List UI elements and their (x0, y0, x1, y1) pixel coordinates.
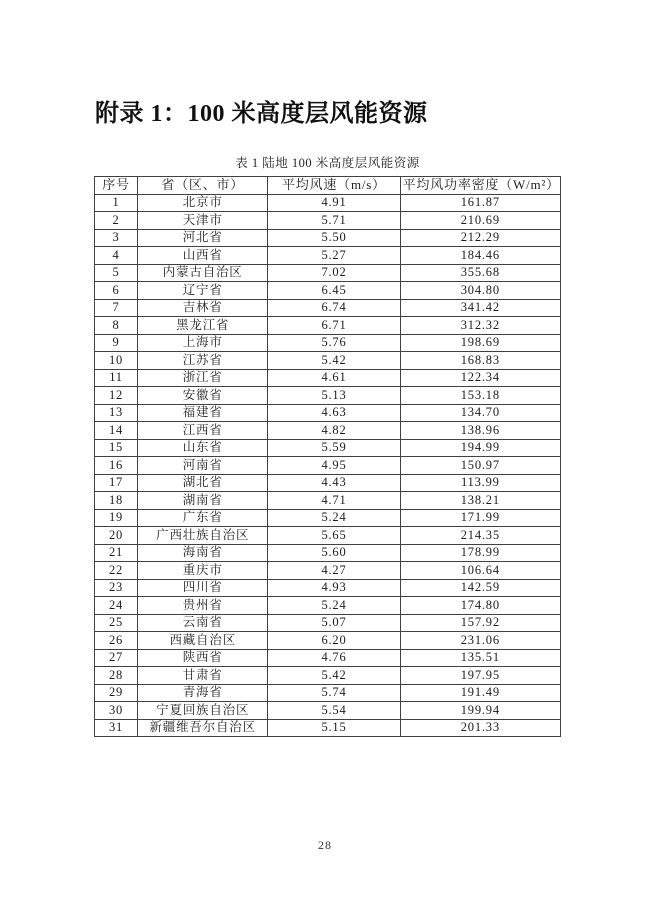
cell-power-density: 231.06 (400, 632, 560, 650)
cell-index: 29 (95, 684, 138, 702)
cell-wind-speed: 5.65 (268, 527, 400, 545)
table-row (95, 579, 561, 597)
cell-power-density: 210.69 (400, 212, 560, 230)
table-caption: 表 1 陆地 100 米高度层风能资源 (235, 156, 420, 170)
cell-power-density: 142.59 (400, 579, 560, 597)
cell-wind-speed: 4.61 (268, 369, 400, 387)
cell-province: 四川省 (138, 579, 268, 597)
cell-index: 19 (95, 509, 138, 527)
cell-province: 湖北省 (138, 474, 268, 492)
cell-province: 青海省 (138, 684, 268, 702)
cell-wind-speed: 5.60 (268, 544, 400, 562)
cell-index: 21 (95, 544, 138, 562)
cell-wind-speed: 5.27 (268, 247, 400, 265)
cell-wind-speed: 5.24 (268, 509, 400, 527)
cell-wind-speed: 6.45 (268, 282, 400, 300)
cell-power-density: 355.68 (400, 264, 560, 282)
cell-power-density: 194.99 (400, 439, 560, 457)
table-row (95, 649, 561, 667)
table-row (95, 387, 561, 405)
cell-province: 江苏省 (138, 352, 268, 370)
cell-power-density: 113.99 (400, 474, 560, 492)
cell-index: 1 (95, 194, 138, 212)
cell-province: 吉林省 (138, 299, 268, 317)
table-row (95, 299, 561, 317)
cell-power-density: 138.21 (400, 492, 560, 510)
table-row (95, 527, 561, 545)
cell-power-density: 212.29 (400, 229, 560, 247)
header-province: 省（区、市） (138, 177, 268, 195)
cell-wind-speed: 5.15 (268, 719, 400, 737)
cell-wind-speed: 4.71 (268, 492, 400, 510)
cell-wind-speed: 5.13 (268, 387, 400, 405)
cell-index: 31 (95, 719, 138, 737)
cell-province: 江西省 (138, 422, 268, 440)
cell-index: 26 (95, 632, 138, 650)
cell-power-density: 191.49 (400, 684, 560, 702)
cell-province: 辽宁省 (138, 282, 268, 300)
cell-wind-speed: 4.27 (268, 562, 400, 580)
cell-province: 新疆维吾尔自治区 (138, 719, 268, 737)
cell-index: 24 (95, 597, 138, 615)
cell-index: 28 (95, 667, 138, 685)
table-row (95, 212, 561, 230)
table-row (95, 439, 561, 457)
cell-province: 贵州省 (138, 597, 268, 615)
cell-wind-speed: 5.07 (268, 614, 400, 632)
cell-power-density: 184.46 (400, 247, 560, 265)
table-row (95, 282, 561, 300)
cell-province: 河北省 (138, 229, 268, 247)
cell-power-density: 178.99 (400, 544, 560, 562)
cell-province: 海南省 (138, 544, 268, 562)
cell-index: 20 (95, 527, 138, 545)
cell-province: 云南省 (138, 614, 268, 632)
cell-province: 甘肃省 (138, 667, 268, 685)
table-row (95, 457, 561, 475)
header-index: 序号 (95, 177, 138, 195)
cell-wind-speed: 6.20 (268, 632, 400, 650)
cell-wind-speed: 4.43 (268, 474, 400, 492)
cell-wind-speed: 5.74 (268, 684, 400, 702)
cell-power-density: 168.83 (400, 352, 560, 370)
cell-index: 17 (95, 474, 138, 492)
table-row (95, 194, 561, 212)
page-number: 28 (318, 838, 332, 852)
table-row (95, 492, 561, 510)
cell-power-density: 150.97 (400, 457, 560, 475)
cell-province: 广西壮族自治区 (138, 527, 268, 545)
table-row (95, 632, 561, 650)
cell-power-density: 161.87 (400, 194, 560, 212)
cell-power-density: 157.92 (400, 614, 560, 632)
cell-wind-speed: 4.93 (268, 579, 400, 597)
cell-province: 重庆市 (138, 562, 268, 580)
cell-index: 22 (95, 562, 138, 580)
table-row (95, 614, 561, 632)
table-row (95, 369, 561, 387)
table-row (95, 334, 561, 352)
cell-wind-speed: 7.02 (268, 264, 400, 282)
cell-province: 河南省 (138, 457, 268, 475)
cell-wind-speed: 5.71 (268, 212, 400, 230)
cell-province: 天津市 (138, 212, 268, 230)
cell-wind-speed: 5.42 (268, 667, 400, 685)
table-row (95, 544, 561, 562)
table-row (95, 317, 561, 335)
cell-power-density: 122.34 (400, 369, 560, 387)
cell-province: 广东省 (138, 509, 268, 527)
cell-wind-speed: 5.54 (268, 702, 400, 720)
cell-province: 内蒙古自治区 (138, 264, 268, 282)
table-row (95, 404, 561, 422)
cell-wind-speed: 4.95 (268, 457, 400, 475)
cell-wind-speed: 5.59 (268, 439, 400, 457)
cell-power-density: 153.18 (400, 387, 560, 405)
cell-power-density: 135.51 (400, 649, 560, 667)
cell-wind-speed: 5.76 (268, 334, 400, 352)
cell-province: 安徽省 (138, 387, 268, 405)
cell-province: 湖南省 (138, 492, 268, 510)
table-row (95, 474, 561, 492)
cell-wind-speed: 4.91 (268, 194, 400, 212)
cell-power-density: 312.32 (400, 317, 560, 335)
cell-index: 2 (95, 212, 138, 230)
table-section (94, 153, 561, 737)
header-power-density: 平均风功率密度（W/m²） (400, 177, 560, 195)
cell-index: 16 (95, 457, 138, 475)
cell-index: 27 (95, 649, 138, 667)
cell-power-density: 197.95 (400, 667, 560, 685)
cell-power-density: 138.96 (400, 422, 560, 440)
cell-province: 黑龙江省 (138, 317, 268, 335)
cell-province: 浙江省 (138, 369, 268, 387)
cell-index: 11 (95, 369, 138, 387)
table-row (95, 264, 561, 282)
table-row (95, 562, 561, 580)
cell-province: 北京市 (138, 194, 268, 212)
cell-wind-speed: 4.82 (268, 422, 400, 440)
cell-index: 30 (95, 702, 138, 720)
table-row (95, 422, 561, 440)
cell-power-density: 171.99 (400, 509, 560, 527)
table-row (95, 702, 561, 720)
cell-wind-speed: 5.50 (268, 229, 400, 247)
table-row (95, 719, 561, 737)
cell-province: 山东省 (138, 439, 268, 457)
cell-wind-speed: 5.24 (268, 597, 400, 615)
cell-index: 25 (95, 614, 138, 632)
cell-power-density: 134.70 (400, 404, 560, 422)
header-wind-speed: 平均风速（m/s） (268, 177, 400, 195)
cell-index: 3 (95, 229, 138, 247)
cell-index: 14 (95, 422, 138, 440)
cell-index: 5 (95, 264, 138, 282)
wind-resource-table (94, 176, 561, 737)
cell-power-density: 214.35 (400, 527, 560, 545)
cell-power-density: 201.33 (400, 719, 560, 737)
cell-power-density: 198.69 (400, 334, 560, 352)
cell-wind-speed: 4.76 (268, 649, 400, 667)
cell-power-density: 199.94 (400, 702, 560, 720)
cell-province: 宁夏回族自治区 (138, 702, 268, 720)
cell-wind-speed: 6.71 (268, 317, 400, 335)
cell-wind-speed: 6.74 (268, 299, 400, 317)
table-row (95, 597, 561, 615)
cell-wind-speed: 5.42 (268, 352, 400, 370)
cell-index: 23 (95, 579, 138, 597)
cell-wind-speed: 4.63 (268, 404, 400, 422)
table-row (95, 667, 561, 685)
cell-index: 9 (95, 334, 138, 352)
cell-province: 上海市 (138, 334, 268, 352)
page-title: 附录 1：100 米高度层风能资源 (95, 101, 428, 127)
cell-index: 4 (95, 247, 138, 265)
cell-province: 西藏自治区 (138, 632, 268, 650)
cell-index: 6 (95, 282, 138, 300)
cell-power-density: 106.64 (400, 562, 560, 580)
cell-index: 12 (95, 387, 138, 405)
table-row (95, 684, 561, 702)
cell-index: 10 (95, 352, 138, 370)
cell-power-density: 341.42 (400, 299, 560, 317)
cell-power-density: 304.80 (400, 282, 560, 300)
cell-province: 山西省 (138, 247, 268, 265)
table-row (95, 509, 561, 527)
cell-power-density: 174.80 (400, 597, 560, 615)
cell-index: 13 (95, 404, 138, 422)
table-row (95, 352, 561, 370)
cell-index: 8 (95, 317, 138, 335)
header-row (95, 177, 561, 195)
cell-index: 7 (95, 299, 138, 317)
cell-province: 福建省 (138, 404, 268, 422)
cell-province: 陕西省 (138, 649, 268, 667)
table-row (95, 247, 561, 265)
cell-index: 18 (95, 492, 138, 510)
table-row (95, 229, 561, 247)
cell-index: 15 (95, 439, 138, 457)
